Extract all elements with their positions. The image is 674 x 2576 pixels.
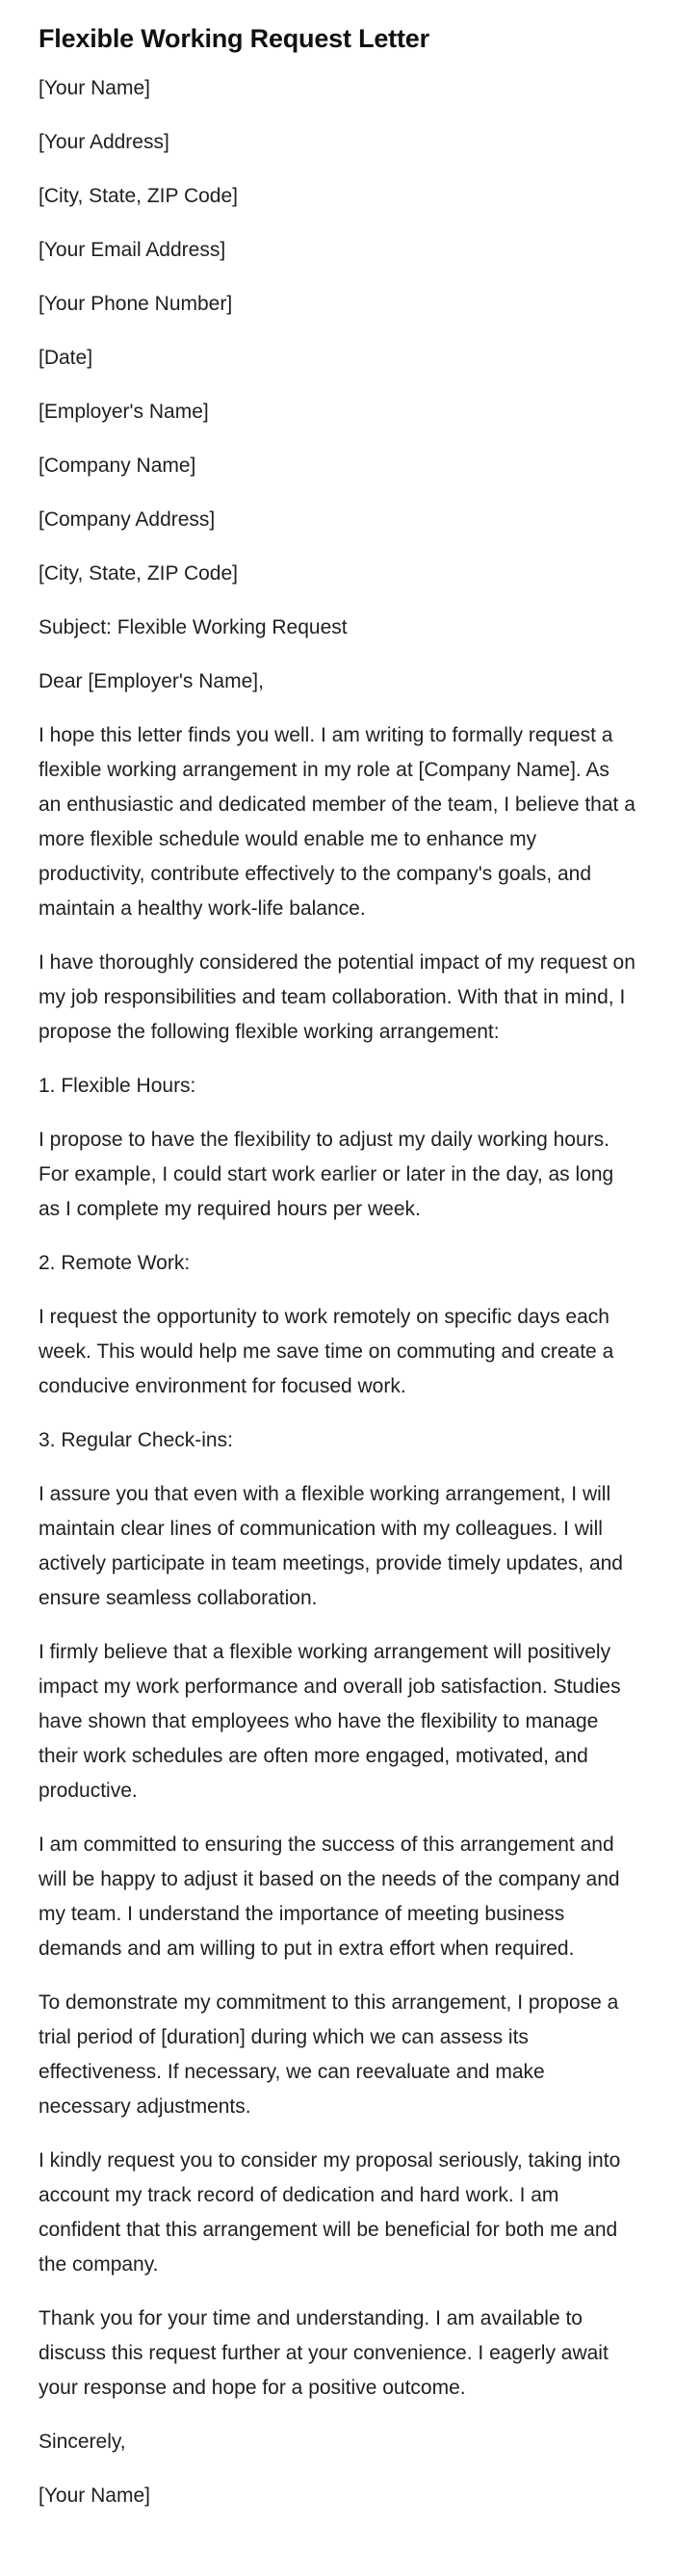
company-name: [Company Name] [39,455,196,477]
body-paragraph: I have thoroughly considered the potential impact of my request on my job responsibilities and team collaboration. With that in mind, I propose the following flexible working arrangement: [39,951,635,1043]
sender-city-state-zip: [City, State, ZIP Code] [39,185,238,207]
section-heading: 1. Flexible Hours: [39,1075,196,1097]
section-heading: 3. Regular Check-ins: [39,1429,233,1451]
subject-line: Subject: Flexible Working Request [39,616,348,638]
sender-phone: [Your Phone Number] [39,293,233,315]
body-paragraph: I propose to have the flexibility to adjust my daily working hours. For example, I could start work earlier or later in the day, as long as I complete my required hours per week. [39,1129,614,1220]
sender-email: [Your Email Address] [39,239,226,261]
section-heading: 2. Remote Work: [39,1252,191,1274]
body-paragraph: I assure you that even with a flexible working arrangement, I will maintain clear lines of communication with my colleagues. I will actively participate in team meetings, provide timely updates, and ensure seamless collaboration. [39,1483,623,1609]
letter-date: [Date] [39,347,93,369]
sender-address: [Your Address] [39,131,169,153]
company-city-state-zip: [City, State, ZIP Code] [39,562,238,585]
signature-name: [Your Name] [39,2485,150,2507]
signoff: Sincerely, [39,2431,126,2453]
employer-name: [Employer's Name] [39,401,209,423]
sender-name: [Your Name] [39,77,150,99]
body-paragraph: Thank you for your time and understanding. I am available to discuss this request further at your convenience. I eagerly await your response and hope for a positive outcome. [39,2307,609,2399]
body-paragraph: I firmly believe that a flexible working arrangement will positively impact my work performance and overall job satisfaction. Studies have shown that employees who have the flexibility to manage their work schedules are often more engaged, motivated, and productive. [39,1641,621,1802]
salutation: Dear [Employer's Name], [39,670,264,692]
company-address: [Company Address] [39,508,216,531]
document-title: Flexible Working Request Letter [39,24,429,53]
body-paragraph: To demonstrate my commitment to this arrangement, I propose a trial period of [duration] during which we can assess its effectiveness. If necessary, we can reevaluate and make necessary adjustments. [39,1991,619,2118]
body-paragraph: I request the opportunity to work remotely on specific days each week. This would help me save time on commuting and create a conducive environment for focused work. [39,1306,614,1397]
body-paragraph: I am committed to ensuring the success of this arrangement and will be happy to adjust it based on the needs of the company and my team. I understand the importance of meeting business demands and am willing to put in extra effort when required. [39,1834,620,1960]
body-paragraph: I kindly request you to consider my proposal seriously, taking into account my track record of dedication and hard work. I am confident that this arrangement will be beneficial for both me and the company. [39,2149,621,2276]
body-paragraph: I hope this letter finds you well. I am writing to formally request a flexible working arrangement in my role at [Company Name]. As an enthusiastic and dedicated member of the team, I believe that a more flexible schedule would enable me to enhance my productivity, contribute effectively to the company's goals, and maintain a healthy work-life balance. [39,724,635,920]
